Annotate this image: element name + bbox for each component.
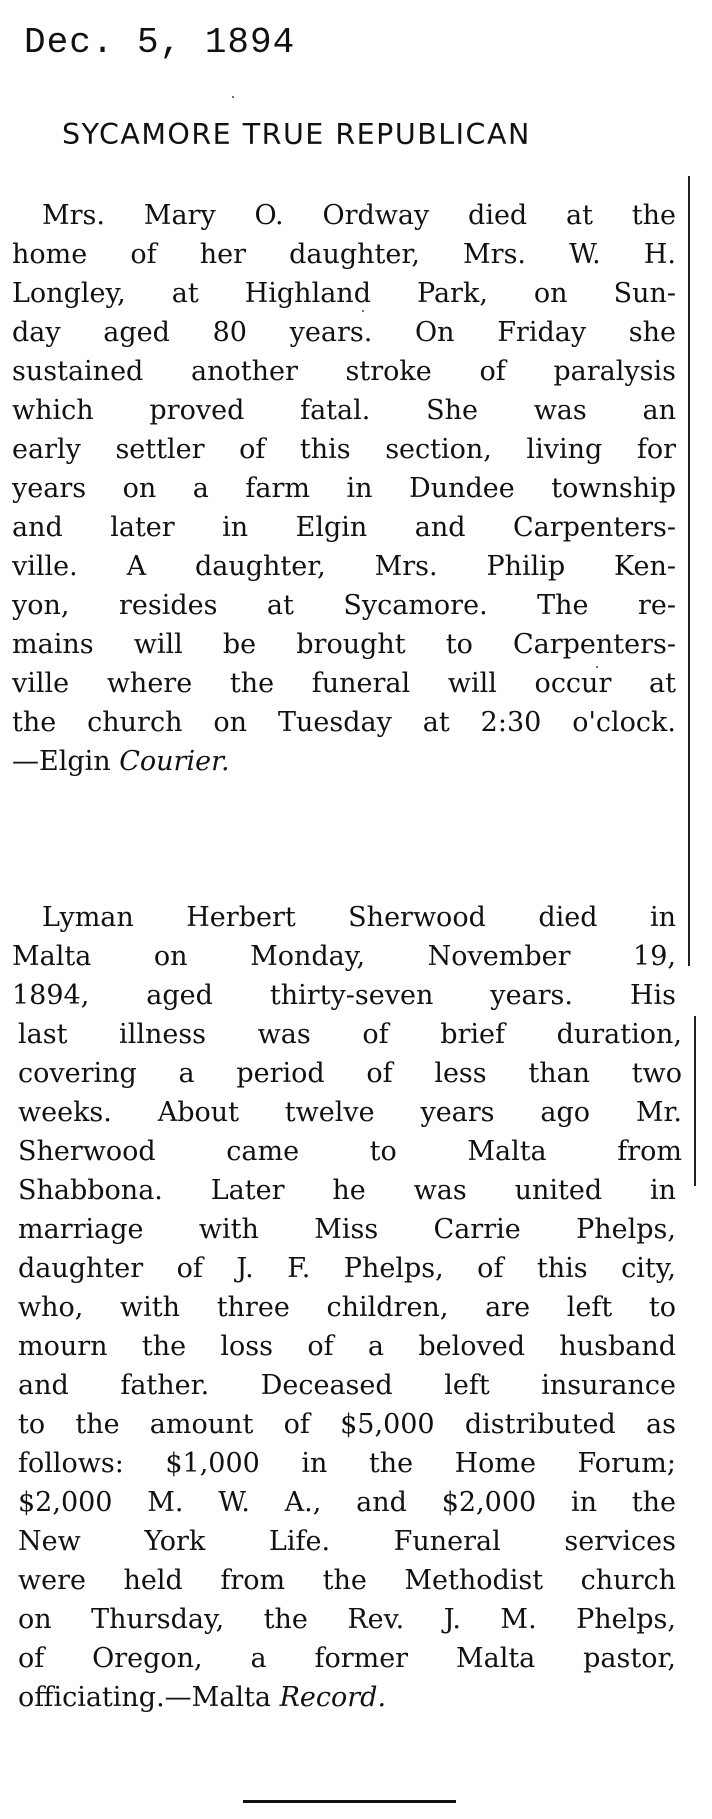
article-line: who, with three children, are left to: [18, 1292, 676, 1323]
article-line: sustained another stroke of paralysis: [12, 356, 676, 387]
source-prefix: —Elgin: [12, 746, 120, 777]
end-rule: [243, 1800, 456, 1803]
column-rule: [688, 176, 690, 896]
article-line: marriage with Miss Carrie Phelps,: [18, 1214, 676, 1245]
article-line: Sherwood came to Malta from: [18, 1136, 682, 1167]
column-rule: [688, 896, 690, 966]
article-line: follows: $1,000 in the Home Forum;: [18, 1448, 676, 1479]
article-line: covering a period of less than two: [18, 1058, 682, 1089]
article-line: the church on Tuesday at 2:30 o'clock.: [12, 707, 676, 738]
obituary-ordway: [12, 196, 676, 781]
article-line: Shabbona. Later he was united in: [18, 1175, 676, 1206]
article-line: mourn the loss of a beloved husband: [18, 1331, 676, 1362]
print-speck: [596, 666, 598, 668]
article-line: ville where the funeral will occur at: [12, 668, 676, 699]
article-column-segment: [12, 898, 676, 1015]
article-line: Longley, at Highland Park, on Sun-: [12, 278, 676, 309]
source-prefix: officiating.—Malta: [18, 1682, 280, 1713]
obituary-sherwood: [12, 898, 682, 1717]
publication-masthead: SYCAMORE TRUE REPUBLICAN: [62, 118, 531, 151]
source-name: Record.: [279, 1682, 387, 1713]
article-line: years on a farm in Dundee township: [12, 473, 676, 504]
article-line: Mrs. Mary O. Ordway died at the: [42, 200, 676, 231]
article-line: weeks. About twelve years ago Mr.: [18, 1097, 682, 1128]
article-line: Malta on Monday, November 19,: [12, 941, 676, 972]
article-line: yon, resides at Sycamore. The re-: [12, 590, 676, 621]
article-source-line: [12, 742, 676, 781]
article-line: were held from the Methodist church: [18, 1565, 676, 1596]
article-line: which proved fatal. She was an: [12, 395, 676, 426]
article-line: and father. Deceased left insurance: [18, 1370, 676, 1401]
article-line: on Thursday, the Rev. J. M. Phelps,: [18, 1604, 676, 1635]
article-line: to the amount of $5,000 distributed as: [18, 1409, 676, 1440]
article-line: last illness was of brief duration,: [18, 1019, 682, 1050]
article-line: $2,000 M. W. A., and $2,000 in the: [18, 1487, 676, 1518]
article-column-segment: [18, 1171, 676, 1717]
article-source-line: [18, 1678, 676, 1717]
article-column-segment: [18, 1015, 682, 1171]
print-speck: [232, 96, 234, 98]
article-line: home of her daughter, Mrs. W. H.: [12, 239, 676, 270]
article-line: 1894, aged thirty-seven years. His: [12, 980, 676, 1011]
article-line: of Oregon, a former Malta pastor,: [18, 1643, 676, 1674]
article-line: mains will be brought to Carpenters-: [12, 629, 676, 660]
column-rule: [694, 1016, 696, 1186]
article-line: and later in Elgin and Carpenters-: [12, 512, 676, 543]
article-line: Lyman Herbert Sherwood died in: [42, 902, 676, 933]
clipping-date: Dec. 5, 1894: [24, 22, 296, 63]
article-line: early settler of this section, living for: [12, 434, 676, 465]
article-line: New York Life. Funeral services: [18, 1526, 676, 1557]
print-speck: [362, 310, 364, 312]
article-line: day aged 80 years. On Friday she: [12, 317, 676, 348]
article-line: daughter of J. F. Phelps, of this city,: [18, 1253, 676, 1284]
source-name: Courier.: [119, 746, 230, 777]
article-line: ville. A daughter, Mrs. Philip Ken-: [12, 551, 676, 582]
